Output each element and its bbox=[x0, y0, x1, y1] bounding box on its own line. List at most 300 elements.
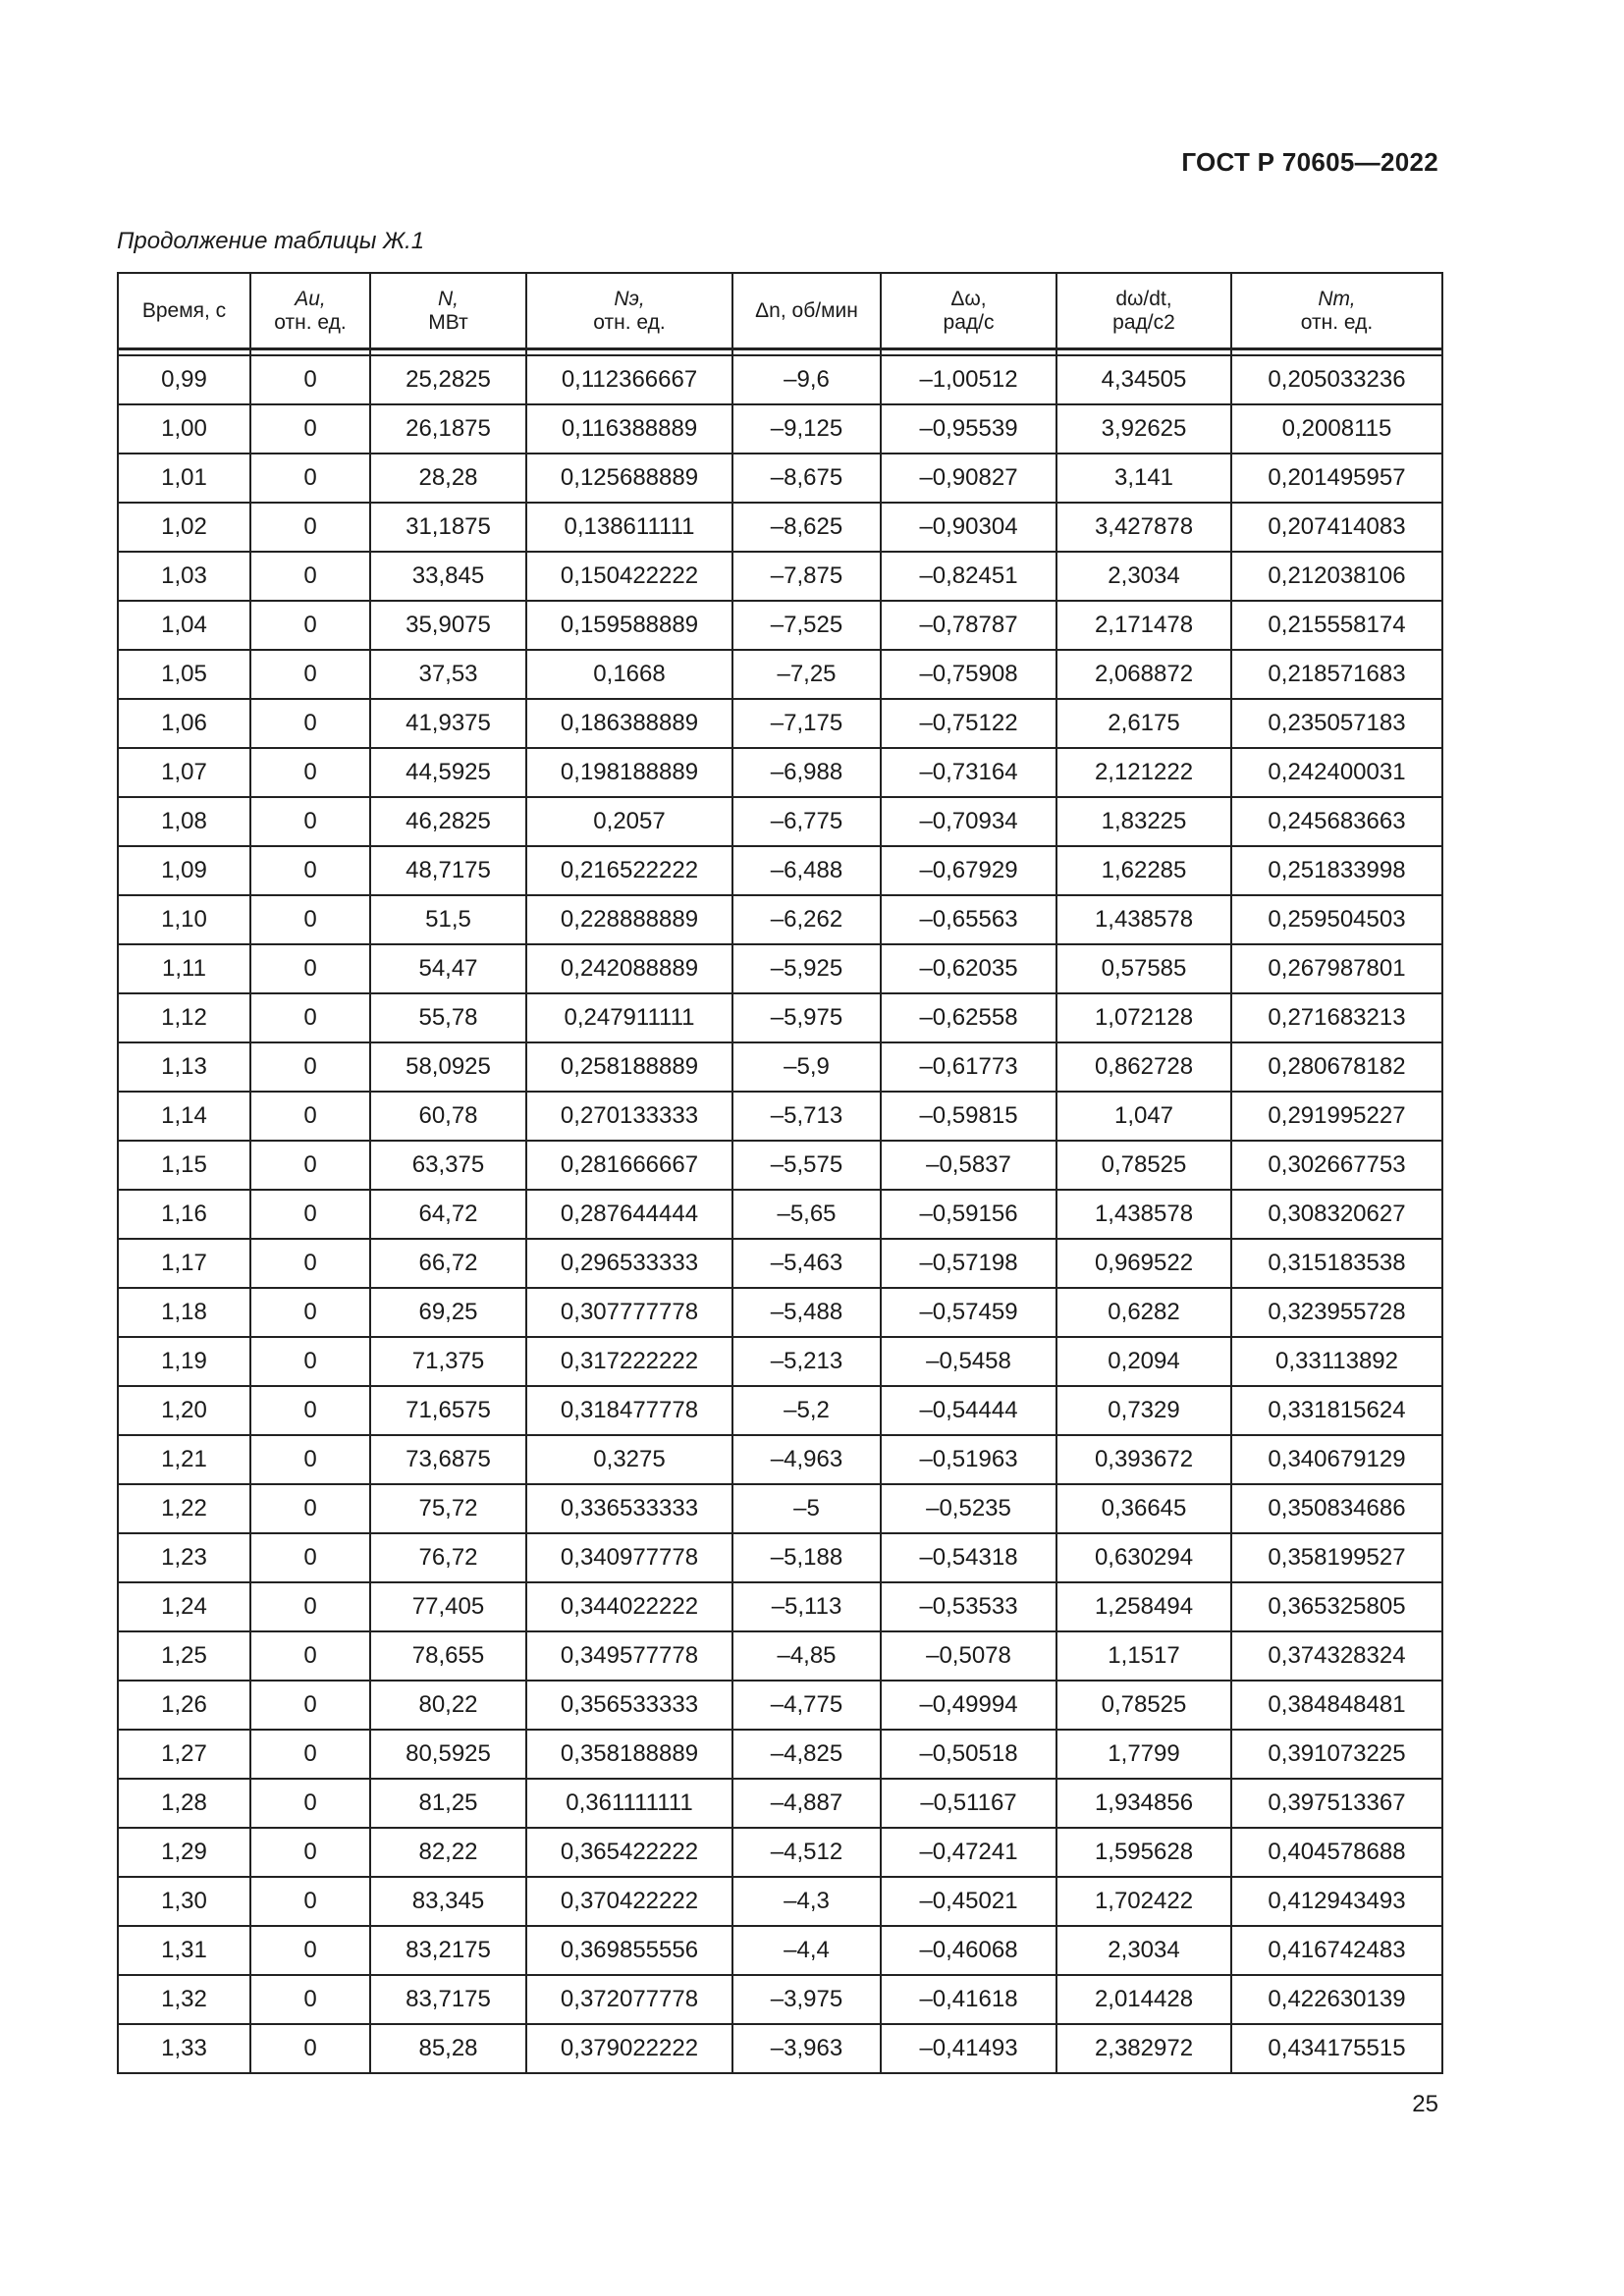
table-cell: 0 bbox=[250, 1975, 370, 2024]
table-cell: 0 bbox=[250, 797, 370, 846]
table-cell: 1,00 bbox=[118, 404, 250, 454]
table-cell: 0,159588889 bbox=[526, 601, 732, 650]
table-cell: 0,216522222 bbox=[526, 846, 732, 895]
table-cell: 2,068872 bbox=[1056, 650, 1231, 699]
table-cell: –0,54444 bbox=[881, 1386, 1056, 1435]
table-cell: 1,30 bbox=[118, 1877, 250, 1926]
table-cell: –0,5078 bbox=[881, 1631, 1056, 1681]
column-header-delta-n: Δn, об/мин bbox=[732, 273, 881, 349]
table-row bbox=[118, 1484, 1442, 1533]
table-cell: 1,7799 bbox=[1056, 1730, 1231, 1779]
table-cell: 0,369855556 bbox=[526, 1926, 732, 1975]
table-cell: –5,488 bbox=[732, 1288, 881, 1337]
table-cell: –0,73164 bbox=[881, 748, 1056, 797]
table-cell: 1,31 bbox=[118, 1926, 250, 1975]
table-cell: 83,2175 bbox=[370, 1926, 526, 1975]
table-cell: –0,90827 bbox=[881, 454, 1056, 503]
table-row bbox=[118, 404, 1442, 454]
table-cell: –8,675 bbox=[732, 454, 881, 503]
table-cell: 0,291995227 bbox=[1231, 1092, 1442, 1141]
table-cell: 83,345 bbox=[370, 1877, 526, 1926]
table-cell: 54,47 bbox=[370, 944, 526, 993]
table-cell: –5,65 bbox=[732, 1190, 881, 1239]
table-cell: 1,595628 bbox=[1056, 1828, 1231, 1877]
table-row bbox=[118, 601, 1442, 650]
table-cell: –0,67929 bbox=[881, 846, 1056, 895]
table-cell: 0 bbox=[250, 1681, 370, 1730]
table-cell: 0 bbox=[250, 503, 370, 552]
table-cell: 1,33 bbox=[118, 2024, 250, 2073]
table-cell: 0,331815624 bbox=[1231, 1386, 1442, 1435]
table-cell: 80,22 bbox=[370, 1681, 526, 1730]
table-cell: 0,315183538 bbox=[1231, 1239, 1442, 1288]
table-cell: 71,6575 bbox=[370, 1386, 526, 1435]
table-cell: 48,7175 bbox=[370, 846, 526, 895]
table-row bbox=[118, 846, 1442, 895]
table-cell: 0,317222222 bbox=[526, 1337, 732, 1386]
table-cell: 1,23 bbox=[118, 1533, 250, 1582]
table-cell: 0,412943493 bbox=[1231, 1877, 1442, 1926]
table-cell: –0,45021 bbox=[881, 1877, 1056, 1926]
table-cell: –0,51167 bbox=[881, 1779, 1056, 1828]
column-header-domega-dt: dω/dt, рад/с2 bbox=[1056, 273, 1231, 349]
table-cell: 0 bbox=[250, 1828, 370, 1877]
table-cell: 0,434175515 bbox=[1231, 2024, 1442, 2073]
table-cell: –0,54318 bbox=[881, 1533, 1056, 1582]
table-cell: 1,438578 bbox=[1056, 895, 1231, 944]
table-cell: 0,318477778 bbox=[526, 1386, 732, 1435]
table-cell: 26,1875 bbox=[370, 404, 526, 454]
table-cell: 1,05 bbox=[118, 650, 250, 699]
table-cell: 33,845 bbox=[370, 552, 526, 601]
table-cell: 0,365325805 bbox=[1231, 1582, 1442, 1631]
table-row bbox=[118, 1631, 1442, 1681]
table-cell: –7,875 bbox=[732, 552, 881, 601]
column-header-ne: Nэ, отн. ед. bbox=[526, 273, 732, 349]
table-row bbox=[118, 1828, 1442, 1877]
table-cell: 1,01 bbox=[118, 454, 250, 503]
table-cell: 1,83225 bbox=[1056, 797, 1231, 846]
table-cell: –4,85 bbox=[732, 1631, 881, 1681]
column-header-time: Время, с bbox=[118, 273, 250, 349]
table-row bbox=[118, 454, 1442, 503]
table-cell: 1,03 bbox=[118, 552, 250, 601]
table-row bbox=[118, 1582, 1442, 1631]
table-cell: –5,113 bbox=[732, 1582, 881, 1631]
table-cell: 80,5925 bbox=[370, 1730, 526, 1779]
table-cell: –0,41618 bbox=[881, 1975, 1056, 2024]
table-cell: 1,09 bbox=[118, 846, 250, 895]
table-cell: 37,53 bbox=[370, 650, 526, 699]
table-cell: 0,6282 bbox=[1056, 1288, 1231, 1337]
table-cell: 0 bbox=[250, 1042, 370, 1092]
table-cell: –5,463 bbox=[732, 1239, 881, 1288]
table-row bbox=[118, 1239, 1442, 1288]
table-cell: 0,340977778 bbox=[526, 1533, 732, 1582]
column-header-n: N, МВт bbox=[370, 273, 526, 349]
table-cell: –6,262 bbox=[732, 895, 881, 944]
table-cell: –7,25 bbox=[732, 650, 881, 699]
table-body bbox=[118, 349, 1442, 2074]
table-cell: 0,358188889 bbox=[526, 1730, 732, 1779]
table-cell: 0,258188889 bbox=[526, 1042, 732, 1092]
table-cell: –5,713 bbox=[732, 1092, 881, 1141]
table-cell: 1,258494 bbox=[1056, 1582, 1231, 1631]
table-cell: 46,2825 bbox=[370, 797, 526, 846]
page-number: 25 bbox=[1412, 2091, 1438, 2117]
table-cell: 0,78525 bbox=[1056, 1681, 1231, 1730]
table-cell: 1,14 bbox=[118, 1092, 250, 1141]
table-cell: 1,17 bbox=[118, 1239, 250, 1288]
table-cell: 0,205033236 bbox=[1231, 355, 1442, 404]
table-cell: –0,47241 bbox=[881, 1828, 1056, 1877]
table-cell: 0,323955728 bbox=[1231, 1288, 1442, 1337]
table-cell: 0,2094 bbox=[1056, 1337, 1231, 1386]
table-row bbox=[118, 1681, 1442, 1730]
document-code: ГОСТ Р 70605—2022 bbox=[1181, 147, 1438, 177]
table-cell: 0 bbox=[250, 846, 370, 895]
data-table bbox=[117, 272, 1443, 2074]
table-cell: 1,28 bbox=[118, 1779, 250, 1828]
table-cell: 0 bbox=[250, 1239, 370, 1288]
table-cell: 0 bbox=[250, 1631, 370, 1681]
table-cell: –0,57198 bbox=[881, 1239, 1056, 1288]
table-cell: 1,32 bbox=[118, 1975, 250, 2024]
table-row bbox=[118, 2024, 1442, 2073]
table-cell: 1,1517 bbox=[1056, 1631, 1231, 1681]
table-cell: –0,61773 bbox=[881, 1042, 1056, 1092]
table-row bbox=[118, 1190, 1442, 1239]
table-cell: 0 bbox=[250, 1288, 370, 1337]
table-cell: –5,2 bbox=[732, 1386, 881, 1435]
table-cell: 2,121222 bbox=[1056, 748, 1231, 797]
table-cell: 1,29 bbox=[118, 1828, 250, 1877]
table-cell: –0,82451 bbox=[881, 552, 1056, 601]
table-cell: 0 bbox=[250, 1877, 370, 1926]
table-cell: 0 bbox=[250, 2024, 370, 2073]
table-cell: 0,365422222 bbox=[526, 1828, 732, 1877]
table-cell: 31,1875 bbox=[370, 503, 526, 552]
table-cell: 1,21 bbox=[118, 1435, 250, 1484]
table-cell: 1,62285 bbox=[1056, 846, 1231, 895]
table-cell: –4,3 bbox=[732, 1877, 881, 1926]
table-row bbox=[118, 1042, 1442, 1092]
table-cell: 4,34505 bbox=[1056, 355, 1231, 404]
table-cell: 3,141 bbox=[1056, 454, 1231, 503]
table-cell: 83,7175 bbox=[370, 1975, 526, 2024]
table-row bbox=[118, 1730, 1442, 1779]
table-cell: –0,75908 bbox=[881, 650, 1056, 699]
table-cell: 51,5 bbox=[370, 895, 526, 944]
table-cell: –0,70934 bbox=[881, 797, 1056, 846]
table-row bbox=[118, 1435, 1442, 1484]
table-cell: 0,361111111 bbox=[526, 1779, 732, 1828]
table-cell: –0,49994 bbox=[881, 1681, 1056, 1730]
table-cell: 0,242400031 bbox=[1231, 748, 1442, 797]
table-cell: 0,296533333 bbox=[526, 1239, 732, 1288]
table-cell: 60,78 bbox=[370, 1092, 526, 1141]
table-cell: 0,99 bbox=[118, 355, 250, 404]
table-cell: 0,302667753 bbox=[1231, 1141, 1442, 1190]
table-cell: –0,57459 bbox=[881, 1288, 1056, 1337]
table-header-row bbox=[118, 273, 1442, 349]
table-cell: 1,27 bbox=[118, 1730, 250, 1779]
table-cell: 0,212038106 bbox=[1231, 552, 1442, 601]
table-cell: 0,969522 bbox=[1056, 1239, 1231, 1288]
table-cell: 0,384848481 bbox=[1231, 1681, 1442, 1730]
table-cell: 0,138611111 bbox=[526, 503, 732, 552]
table-cell: 0,372077778 bbox=[526, 1975, 732, 2024]
table-cell: –0,90304 bbox=[881, 503, 1056, 552]
table-row bbox=[118, 1092, 1442, 1141]
table-cell: 3,427878 bbox=[1056, 503, 1231, 552]
table-cell: 0,307777778 bbox=[526, 1288, 732, 1337]
table-cell: 64,72 bbox=[370, 1190, 526, 1239]
table-cell: 66,72 bbox=[370, 1239, 526, 1288]
table-cell: 0,862728 bbox=[1056, 1042, 1231, 1092]
table-cell: –4,963 bbox=[732, 1435, 881, 1484]
table-cell: 0 bbox=[250, 1092, 370, 1141]
table-cell: 0,416742483 bbox=[1231, 1926, 1442, 1975]
table-cell: 0,270133333 bbox=[526, 1092, 732, 1141]
table-cell: 1,934856 bbox=[1056, 1779, 1231, 1828]
table-cell: 0 bbox=[250, 552, 370, 601]
table-cell: –0,41493 bbox=[881, 2024, 1056, 2073]
table-cell: –0,62035 bbox=[881, 944, 1056, 993]
table-cell: –4,4 bbox=[732, 1926, 881, 1975]
table-cell: –3,963 bbox=[732, 2024, 881, 2073]
table-cell: 0,215558174 bbox=[1231, 601, 1442, 650]
table-cell: 0,393672 bbox=[1056, 1435, 1231, 1484]
table-cell: 28,28 bbox=[370, 454, 526, 503]
table-cell: 1,047 bbox=[1056, 1092, 1231, 1141]
table-cell: 41,9375 bbox=[370, 699, 526, 748]
table-cell: 0,281666667 bbox=[526, 1141, 732, 1190]
table-cell: –4,825 bbox=[732, 1730, 881, 1779]
table-cell: 0,78525 bbox=[1056, 1141, 1231, 1190]
table-cell: 0,251833998 bbox=[1231, 846, 1442, 895]
table-cell: 0,397513367 bbox=[1231, 1779, 1442, 1828]
table-cell: 0,201495957 bbox=[1231, 454, 1442, 503]
table-row bbox=[118, 699, 1442, 748]
table-cell: 1,22 bbox=[118, 1484, 250, 1533]
table-cell: 2,014428 bbox=[1056, 1975, 1231, 2024]
table-cell: 1,26 bbox=[118, 1681, 250, 1730]
table-cell: 0,1668 bbox=[526, 650, 732, 699]
table-row bbox=[118, 1779, 1442, 1828]
table-cell: 1,07 bbox=[118, 748, 250, 797]
table-cell: –0,95539 bbox=[881, 404, 1056, 454]
table-cell: 58,0925 bbox=[370, 1042, 526, 1092]
table-cell: 0 bbox=[250, 748, 370, 797]
table-cell: 35,9075 bbox=[370, 601, 526, 650]
table-cell: –9,125 bbox=[732, 404, 881, 454]
column-header-ai: Aи, отн. ед. bbox=[250, 273, 370, 349]
table-cell: 1,702422 bbox=[1056, 1877, 1231, 1926]
table-row bbox=[118, 650, 1442, 699]
table-cell: 1,06 bbox=[118, 699, 250, 748]
table-cell: 1,11 bbox=[118, 944, 250, 993]
table-row bbox=[118, 1288, 1442, 1337]
table-row bbox=[118, 1386, 1442, 1435]
table-cell: –0,46068 bbox=[881, 1926, 1056, 1975]
table-cell: 0 bbox=[250, 1386, 370, 1435]
table-cell: –7,175 bbox=[732, 699, 881, 748]
table-cell: 0,186388889 bbox=[526, 699, 732, 748]
table-cell: 0,391073225 bbox=[1231, 1730, 1442, 1779]
table-cell: 0 bbox=[250, 1484, 370, 1533]
table-cell: 85,28 bbox=[370, 2024, 526, 2073]
table-cell: 0,308320627 bbox=[1231, 1190, 1442, 1239]
table-cell: 0,33113892 bbox=[1231, 1337, 1442, 1386]
table-cell: 0 bbox=[250, 1190, 370, 1239]
table-cell: –6,488 bbox=[732, 846, 881, 895]
table-cell: 0,242088889 bbox=[526, 944, 732, 993]
table-cell: 63,375 bbox=[370, 1141, 526, 1190]
table-cell: –8,625 bbox=[732, 503, 881, 552]
table-cell: –0,51963 bbox=[881, 1435, 1056, 1484]
table-cell: 0,267987801 bbox=[1231, 944, 1442, 993]
table-cell: 1,13 bbox=[118, 1042, 250, 1092]
table-cell: 0 bbox=[250, 1533, 370, 1582]
table-cell: –5,925 bbox=[732, 944, 881, 993]
table-cell: 0 bbox=[250, 601, 370, 650]
table-cell: 1,12 bbox=[118, 993, 250, 1042]
table-cell: –0,62558 bbox=[881, 993, 1056, 1042]
table-cell: 0,245683663 bbox=[1231, 797, 1442, 846]
table-cell: 2,171478 bbox=[1056, 601, 1231, 650]
table-cell: 0 bbox=[250, 993, 370, 1042]
table-cell: 0,344022222 bbox=[526, 1582, 732, 1631]
table-cell: 0,271683213 bbox=[1231, 993, 1442, 1042]
table-cell: 0,422630139 bbox=[1231, 1975, 1442, 2024]
table-cell: 1,19 bbox=[118, 1337, 250, 1386]
table-row bbox=[118, 355, 1442, 404]
table-cell: 0,370422222 bbox=[526, 1877, 732, 1926]
table-cell: –5,575 bbox=[732, 1141, 881, 1190]
table-cell: 0 bbox=[250, 1337, 370, 1386]
table-cell: 0 bbox=[250, 454, 370, 503]
column-header-delta-omega: Δω, рад/с bbox=[881, 273, 1056, 349]
table-cell: 25,2825 bbox=[370, 355, 526, 404]
table-cell: 1,16 bbox=[118, 1190, 250, 1239]
table-row bbox=[118, 1975, 1442, 2024]
table-cell: 0,379022222 bbox=[526, 2024, 732, 2073]
table-cell: 1,02 bbox=[118, 503, 250, 552]
table-cell: –5 bbox=[732, 1484, 881, 1533]
table-cell: 0,7329 bbox=[1056, 1386, 1231, 1435]
table-caption: Продолжение таблицы Ж.1 bbox=[117, 228, 425, 254]
table-cell: 0,112366667 bbox=[526, 355, 732, 404]
table-cell: 69,25 bbox=[370, 1288, 526, 1337]
table-cell: –5,213 bbox=[732, 1337, 881, 1386]
table-cell: 2,382972 bbox=[1056, 2024, 1231, 2073]
table-cell: 1,438578 bbox=[1056, 1190, 1231, 1239]
table-cell: 55,78 bbox=[370, 993, 526, 1042]
table-cell: 75,72 bbox=[370, 1484, 526, 1533]
table-cell: 0 bbox=[250, 1926, 370, 1975]
table-cell: 77,405 bbox=[370, 1582, 526, 1631]
table-row bbox=[118, 1141, 1442, 1190]
table-cell: 0,259504503 bbox=[1231, 895, 1442, 944]
table-cell: –0,59156 bbox=[881, 1190, 1056, 1239]
table-cell: 0 bbox=[250, 404, 370, 454]
table-cell: –0,53533 bbox=[881, 1582, 1056, 1631]
table-cell: 82,22 bbox=[370, 1828, 526, 1877]
table-cell: 0,336533333 bbox=[526, 1484, 732, 1533]
table-cell: 0,630294 bbox=[1056, 1533, 1231, 1582]
table-cell: 0 bbox=[250, 650, 370, 699]
table-cell: 2,6175 bbox=[1056, 699, 1231, 748]
table-cell: –0,59815 bbox=[881, 1092, 1056, 1141]
table-cell: –4,775 bbox=[732, 1681, 881, 1730]
table-cell: 81,25 bbox=[370, 1779, 526, 1828]
table-cell: –0,78787 bbox=[881, 601, 1056, 650]
table-row bbox=[118, 503, 1442, 552]
table-cell: 0 bbox=[250, 355, 370, 404]
table-cell: 0 bbox=[250, 1582, 370, 1631]
table-cell: 1,24 bbox=[118, 1582, 250, 1631]
table-cell: 0,349577778 bbox=[526, 1631, 732, 1681]
table-cell: 1,04 bbox=[118, 601, 250, 650]
table-row bbox=[118, 797, 1442, 846]
table-cell: 1,18 bbox=[118, 1288, 250, 1337]
table-cell: 0,3275 bbox=[526, 1435, 732, 1484]
table-cell: –5,188 bbox=[732, 1533, 881, 1582]
table-row bbox=[118, 1533, 1442, 1582]
table-cell: –0,50518 bbox=[881, 1730, 1056, 1779]
table-cell: 2,3034 bbox=[1056, 552, 1231, 601]
table-cell: 0,150422222 bbox=[526, 552, 732, 601]
table-cell: 1,10 bbox=[118, 895, 250, 944]
table-cell: 44,5925 bbox=[370, 748, 526, 797]
table-cell: –3,975 bbox=[732, 1975, 881, 2024]
table-cell: –5,975 bbox=[732, 993, 881, 1042]
table-cell: –4,512 bbox=[732, 1828, 881, 1877]
table-cell: 0,374328324 bbox=[1231, 1631, 1442, 1681]
table-cell: 1,20 bbox=[118, 1386, 250, 1435]
table-row bbox=[118, 895, 1442, 944]
table-cell: 0,207414083 bbox=[1231, 503, 1442, 552]
table-cell: 0,404578688 bbox=[1231, 1828, 1442, 1877]
table-cell: 0 bbox=[250, 1141, 370, 1190]
table-cell: 76,72 bbox=[370, 1533, 526, 1582]
table-cell: 0,2057 bbox=[526, 797, 732, 846]
table-cell: 78,655 bbox=[370, 1631, 526, 1681]
column-header-nt: Nт, отн. ед. bbox=[1231, 273, 1442, 349]
table-cell: –0,5837 bbox=[881, 1141, 1056, 1190]
table-cell: 1,15 bbox=[118, 1141, 250, 1190]
table-cell: 3,92625 bbox=[1056, 404, 1231, 454]
table-cell: 71,375 bbox=[370, 1337, 526, 1386]
table-cell: 0,340679129 bbox=[1231, 1435, 1442, 1484]
table-cell: 0,116388889 bbox=[526, 404, 732, 454]
table-cell: 0,218571683 bbox=[1231, 650, 1442, 699]
table-cell: 0 bbox=[250, 895, 370, 944]
table-cell: 0,247911111 bbox=[526, 993, 732, 1042]
table-row bbox=[118, 1926, 1442, 1975]
table-cell: 0,228888889 bbox=[526, 895, 732, 944]
table-cell: 0,36645 bbox=[1056, 1484, 1231, 1533]
table-cell: 0 bbox=[250, 699, 370, 748]
table-row bbox=[118, 1337, 1442, 1386]
table-row bbox=[118, 552, 1442, 601]
table-row bbox=[118, 1877, 1442, 1926]
table-cell: 1,08 bbox=[118, 797, 250, 846]
table-cell: 0,2008115 bbox=[1231, 404, 1442, 454]
table-cell: 0,356533333 bbox=[526, 1681, 732, 1730]
table-cell: –6,775 bbox=[732, 797, 881, 846]
